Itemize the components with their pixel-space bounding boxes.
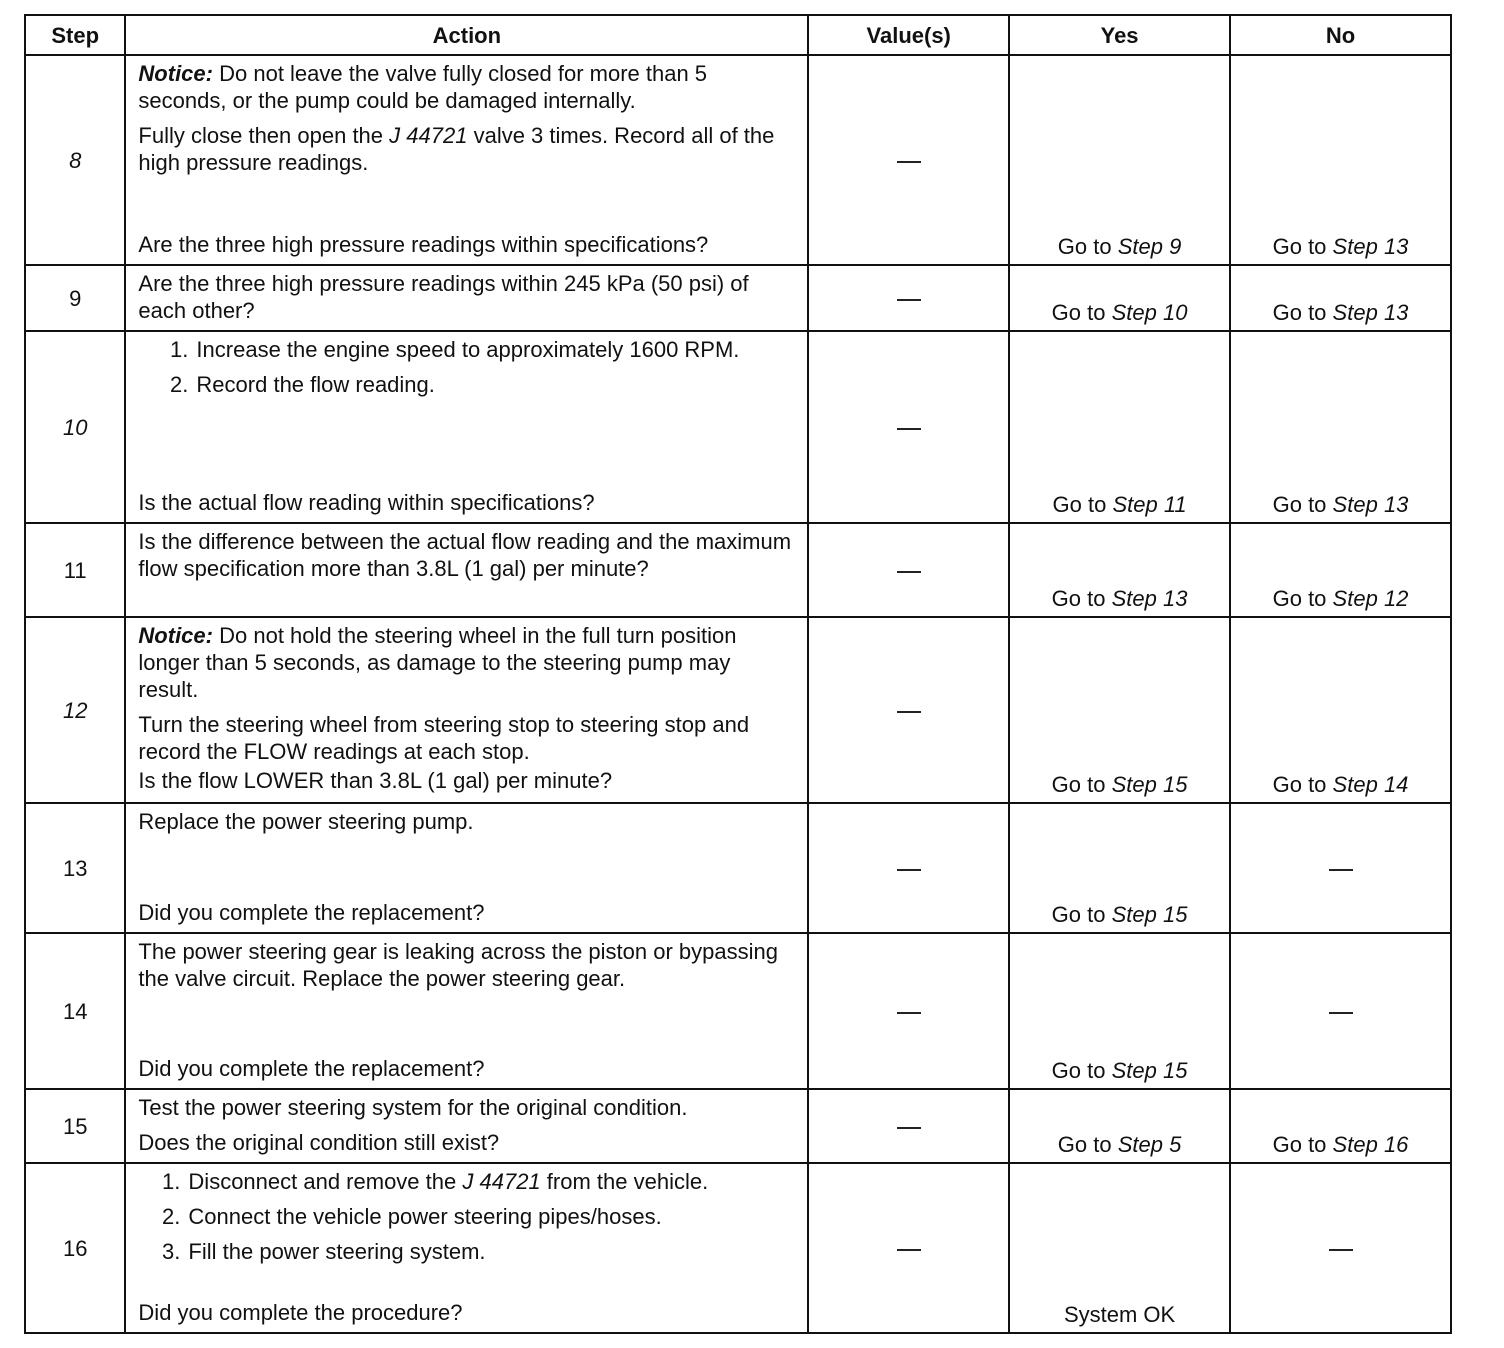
table-row	[25, 331, 1451, 523]
no-cell: Go to Step 16	[1230, 1089, 1451, 1163]
table-row	[25, 803, 1451, 933]
procedure-list	[138, 1168, 795, 1273]
dash	[897, 1127, 921, 1129]
header-row	[25, 15, 1451, 55]
yes-cell: Go to Step 15	[1009, 617, 1230, 803]
value-cell	[808, 55, 1009, 265]
dash	[897, 428, 921, 430]
step-number: 15	[62, 1113, 88, 1139]
table-row	[25, 523, 1451, 617]
table-row	[25, 55, 1451, 265]
list-item: 1. Disconnect and remove the J 44721 from the vehicle.	[186, 1168, 795, 1195]
no-cell	[1230, 933, 1451, 1089]
no-cell	[1230, 803, 1451, 933]
header-no: No	[1230, 15, 1451, 55]
value-cell	[808, 933, 1009, 1089]
dash	[897, 571, 921, 573]
dash	[1329, 869, 1353, 871]
dash	[897, 299, 921, 301]
notice-paragraph: Notice: Do not leave the valve fully closed for more than 5 seconds, or the pump could be damaged internally.	[138, 61, 708, 113]
value-cell	[808, 1163, 1009, 1333]
step-number: 11	[63, 557, 87, 583]
table-row	[25, 1089, 1451, 1163]
no-cell: Go to Step 13	[1230, 331, 1451, 523]
table-row	[25, 933, 1451, 1089]
no-cell: Go to Step 13	[1230, 55, 1451, 265]
instruction: Fully close then open the J 44721 valve 3 times. Record all of the high pressure readings.	[138, 123, 775, 175]
procedure-list	[138, 336, 795, 406]
no-cell	[1230, 1163, 1451, 1333]
yes-step-ref: Step 9	[1117, 234, 1182, 259]
dash	[897, 1012, 921, 1014]
list-item: 1. Increase the engine speed to approximately 1600 RPM.	[194, 336, 795, 363]
instruction: Replace the power steering pump.	[138, 809, 474, 834]
header-action: Action	[125, 15, 808, 55]
list-item: 3. Fill the power steering system.	[186, 1238, 795, 1265]
diagnostic-table	[24, 14, 1452, 1334]
question: Did you complete the replacement?	[138, 1056, 485, 1081]
dash	[897, 711, 921, 713]
step-number: 16	[62, 1235, 88, 1261]
question: Are the three high pressure readings within 245 kPa (50 psi) of each other?	[138, 271, 749, 323]
no-cell: Go to Step 12	[1230, 523, 1451, 617]
dash	[897, 1249, 921, 1251]
step-number: 10	[62, 414, 88, 440]
instruction: The power steering gear is leaking across the piston or bypassing the valve circuit. Replace the power steering gear.	[138, 939, 778, 991]
value-cell	[808, 1089, 1009, 1163]
value-cell	[808, 803, 1009, 933]
yes-cell: System OK	[1009, 1163, 1230, 1333]
tool-reference: J 44721	[389, 123, 468, 148]
header-yes: Yes	[1009, 15, 1230, 55]
step-number: 13	[62, 855, 88, 881]
yes-cell: Go to Step 15	[1009, 803, 1230, 933]
question: Did you complete the replacement?	[138, 900, 485, 925]
instruction: Test the power steering system for the original condition.	[138, 1095, 688, 1120]
step-number: 12	[62, 697, 88, 723]
header-values: Value(s)	[808, 15, 1009, 55]
yes-cell: Go to Step 9	[1009, 55, 1230, 265]
yes-cell: Go to Step 13	[1009, 523, 1230, 617]
table-row	[25, 1163, 1451, 1333]
yes-cell: Go to Step 15	[1009, 933, 1230, 1089]
step-number: 14	[62, 998, 88, 1024]
notice-paragraph: Notice: Do not hold the steering wheel in the full turn position longer than 5 seconds, as damage to the steering pump may result.	[138, 623, 737, 702]
value-cell	[808, 331, 1009, 523]
question: Did you complete the procedure?	[138, 1300, 463, 1325]
no-cell: Go to Step 14	[1230, 617, 1451, 803]
step-number: 8	[69, 147, 82, 173]
yes-cell: Go to Step 11	[1009, 331, 1230, 523]
question: Are the three high pressure readings within specifications?	[138, 232, 709, 257]
dash	[897, 161, 921, 163]
list-item: 2. Record the flow reading.	[194, 371, 795, 398]
yes-cell: Go to Step 5	[1009, 1089, 1230, 1163]
table-row	[25, 617, 1451, 803]
instruction: Turn the steering wheel from steering stop to steering stop and record the FLOW readings at each stop.	[138, 712, 750, 764]
question: Is the actual flow reading within specifications?	[138, 490, 595, 515]
value-cell	[808, 265, 1009, 331]
no-cell: Go to Step 13	[1230, 265, 1451, 331]
question: Is the difference between the actual flow reading and the maximum flow specification more than 3.8L (1 gal) per minute?	[138, 529, 792, 581]
no-step-ref: Step 13	[1332, 234, 1409, 259]
question: Does the original condition still exist?	[138, 1130, 500, 1155]
dash	[1329, 1012, 1353, 1014]
yes-cell: Go to Step 10	[1009, 265, 1230, 331]
question: Is the flow LOWER than 3.8L (1 gal) per minute?	[138, 768, 613, 793]
header-step: Step	[25, 15, 125, 55]
step-number: 9	[69, 285, 82, 311]
value-cell	[808, 523, 1009, 617]
dash	[897, 869, 921, 871]
tool-reference: J 44721	[462, 1169, 541, 1194]
value-cell	[808, 617, 1009, 803]
table-row	[25, 265, 1451, 331]
dash	[1329, 1249, 1353, 1251]
list-item: 2. Connect the vehicle power steering pipes/hoses.	[186, 1203, 795, 1230]
